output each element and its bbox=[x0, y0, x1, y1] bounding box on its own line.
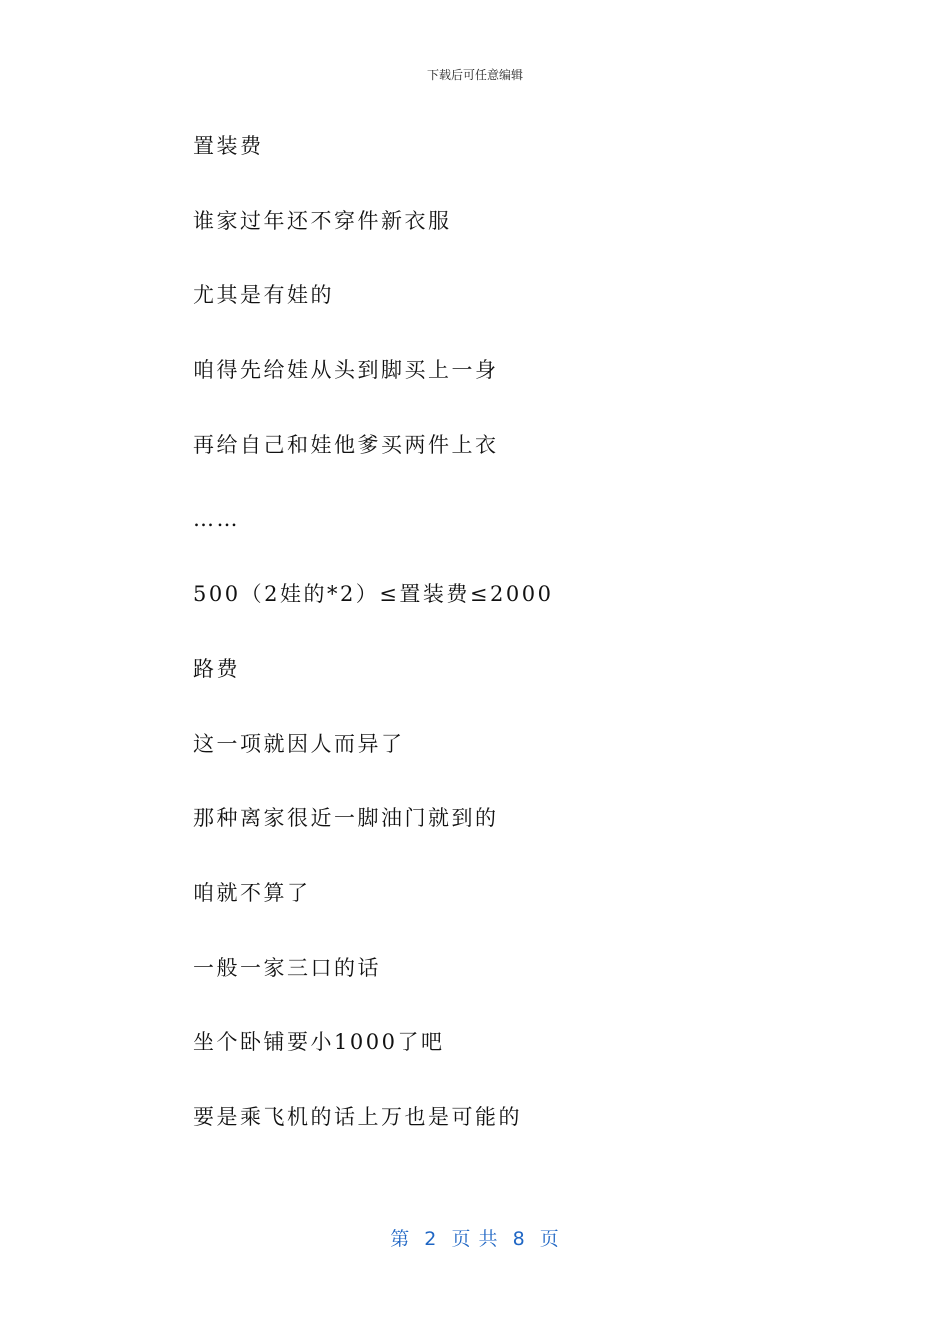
body-line: 尤其是有娃的 bbox=[193, 283, 334, 308]
body-line: 咱就不算了 bbox=[193, 880, 311, 905]
body-line: 要是乘飞机的话上万也是可能的 bbox=[193, 1104, 522, 1129]
body-line: 这一项就因人而异了 bbox=[193, 731, 405, 756]
body-line: …… bbox=[193, 507, 240, 532]
page-footer: 第 2 页 共 8 页 bbox=[390, 1228, 560, 1250]
body-line: 置装费 bbox=[193, 134, 264, 158]
body-line: 坐个卧铺要小1000了吧 bbox=[193, 1030, 445, 1055]
body-line: 一般一家三口的话 bbox=[193, 955, 381, 980]
body-line: 路费 bbox=[193, 656, 240, 681]
page-header: 下载后可任意编辑 bbox=[426, 68, 523, 82]
body-line: 500（2娃的*2）≤置装费≤2000 bbox=[193, 582, 554, 607]
body-line: 再给自己和娃他爹买两件上衣 bbox=[193, 432, 499, 457]
document-body bbox=[193, 131, 553, 1177]
body-line: 那种离家很近一脚油门就到的 bbox=[193, 806, 499, 831]
body-line: 咱得先给娃从头到脚买上一身 bbox=[193, 358, 499, 383]
body-line: 谁家过年还不穿件新衣服 bbox=[193, 208, 452, 233]
